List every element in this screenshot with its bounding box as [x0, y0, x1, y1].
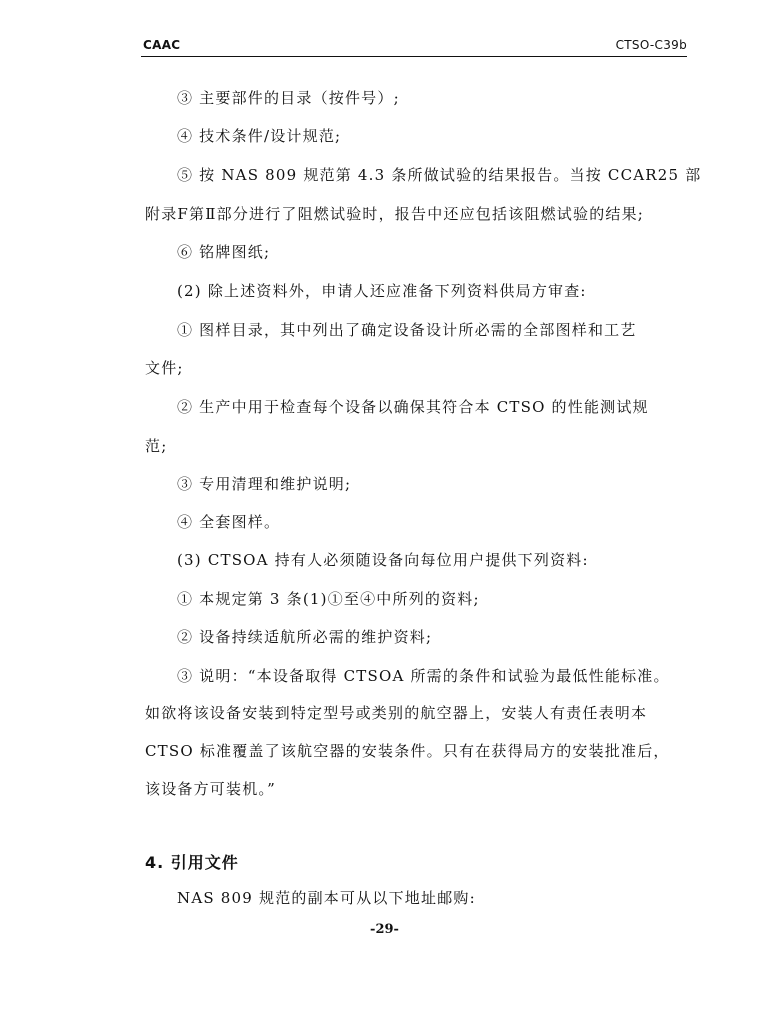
body-line: ② 生产中用于检查每个设备以确保其符合本 CTSO 的性能测试规 — [177, 398, 649, 416]
body-line: 附录F第Ⅱ部分进行了阻燃试验时，报告中还应包括该阻燃试验的结果; — [145, 205, 645, 223]
body-line: ① 本规定第 3 条(1)①至④中所列的资料; — [177, 590, 480, 608]
header-org: CAAC — [143, 38, 181, 52]
body-line: (2) 除上述资料外，申请人还应准备下列资料供局方审查: — [177, 282, 587, 300]
page-number: -29- — [370, 922, 399, 937]
body-line: 该设备方可装机。” — [145, 780, 276, 798]
body-line: ④ 全套图样。 — [177, 513, 281, 531]
body-line: 如欲将该设备安装到特定型号或类别的航空器上，安装人有责任表明本 — [145, 704, 648, 722]
body-line: ③ 说明：“本设备取得 CTSOA 所需的条件和试验为最低性能标准。 — [177, 667, 670, 685]
section-text: NAS 809 规范的副本可从以下地址邮购: — [177, 889, 476, 907]
section-heading: 4. 引用文件 — [145, 853, 239, 872]
body-line: 范; — [145, 437, 168, 455]
body-line: ③ 主要部件的目录（按件号）; — [177, 89, 400, 107]
header-doc-id: CTSO-C39b — [615, 38, 687, 52]
body-line: ③ 专用清理和维护说明; — [177, 475, 352, 493]
body-line: ② 设备持续适航所必需的维护资料; — [177, 628, 433, 646]
body-line: CTSO 标准覆盖了该航空器的安装条件。只有在获得局方的安装批准后， — [145, 742, 670, 760]
body-line: ⑤ 按 NAS 809 规范第 4.3 条所做试验的结果报告。当按 CCAR25 部 — [177, 166, 702, 184]
body-line: ⑥ 铭牌图纸; — [177, 243, 271, 261]
body-line: ④ 技术条件/设计规范; — [177, 127, 342, 145]
body-line: (3) CTSOA 持有人必须随设备向每位用户提供下列资料: — [177, 551, 589, 569]
body-line: 文件; — [145, 359, 184, 377]
header-divider — [141, 56, 687, 57]
body-line: ① 图样目录，其中列出了确定设备设计所必需的全部图样和工艺 — [177, 321, 637, 339]
